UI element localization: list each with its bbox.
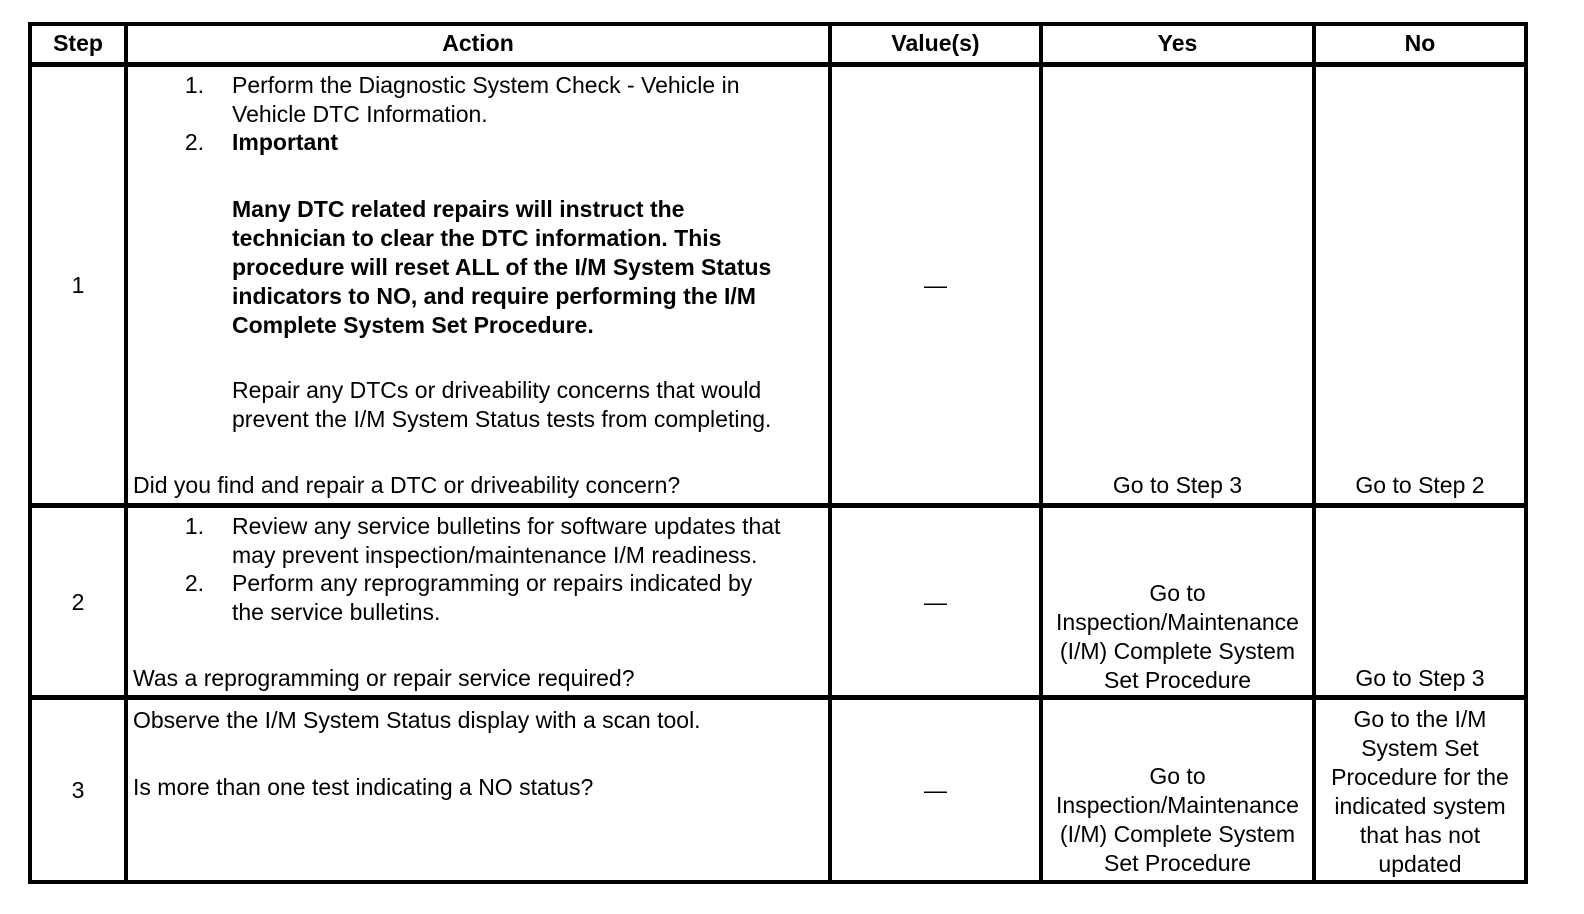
yes-result <box>1043 762 1312 878</box>
list-item-line: the service bulletins. <box>232 599 441 625</box>
table-border-bottom <box>28 880 1528 884</box>
no-line: System Set <box>1361 735 1479 761</box>
list-number: 2. <box>184 570 204 596</box>
observe-text: Observe the I/M System Status display with a scan tool. <box>133 707 701 733</box>
list-item-text <box>232 512 780 570</box>
list-item-line: Vehicle DTC Information. <box>232 101 488 127</box>
step-number: 3 <box>71 777 85 803</box>
value-dash: — <box>924 272 947 298</box>
list-item-line: may prevent inspection/maintenance I/M readiness. <box>232 542 758 568</box>
value-dash: — <box>924 777 947 803</box>
table-border-top <box>28 22 1528 26</box>
yes-line: (I/M) Complete System <box>1059 821 1296 847</box>
step-number: 1 <box>71 272 85 298</box>
question-text: Is more than one test indicating a NO status? <box>133 774 594 800</box>
yes-line: Inspection/Maintenance <box>1056 609 1299 635</box>
header-divider <box>28 62 1528 67</box>
list-item-line: Perform the Diagnostic System Check - Vehicle in <box>232 72 740 98</box>
col-divider-action <box>828 22 832 884</box>
col-divider-step <box>124 22 128 884</box>
no-line: indicated system <box>1334 793 1506 819</box>
repair-note <box>232 376 771 434</box>
list-item-text <box>232 71 739 129</box>
row-divider-2 <box>28 695 1528 700</box>
list-number: 1. <box>184 72 204 98</box>
header-action: Action <box>442 30 514 56</box>
note-line: technician to clear the DTC information. This <box>232 225 722 251</box>
no-line: updated <box>1378 851 1462 877</box>
list-number: 1. <box>184 513 204 539</box>
yes-result <box>1043 579 1312 695</box>
no-line: Procedure for the <box>1331 764 1509 790</box>
header-step: Step <box>53 30 103 56</box>
header-values: Value(s) <box>891 30 980 56</box>
note-line: Complete System Set Procedure. <box>232 312 594 338</box>
yes-line: Set Procedure <box>1103 850 1252 876</box>
col-border-right <box>1524 22 1528 884</box>
note-line: indicators to NO, and require performing the I/M <box>232 283 756 309</box>
list-item-line: Review any service bulletins for software updates that <box>232 513 781 539</box>
no-result: Go to Step 3 <box>1355 665 1485 691</box>
note-line: Repair any DTCs or driveability concerns that would <box>232 377 762 403</box>
diagnostic-table <box>28 22 1528 884</box>
no-result: Go to Step 2 <box>1355 472 1485 498</box>
list-item-text <box>232 569 752 627</box>
list-item-line: Perform any reprogramming or repairs indicated by <box>232 570 753 596</box>
note-line: prevent the I/M System Status tests from completing. <box>232 406 772 432</box>
yes-line: (I/M) Complete System <box>1059 638 1296 664</box>
no-line: that has not <box>1359 822 1481 848</box>
question-text: Was a reprogramming or repair service required? <box>133 665 635 691</box>
note-line: Many DTC related repairs will instruct the <box>232 196 685 222</box>
no-result <box>1316 705 1524 879</box>
yes-line: Inspection/Maintenance <box>1056 792 1299 818</box>
no-line: Go to the I/M <box>1353 706 1487 732</box>
yes-line: Go to <box>1149 763 1206 789</box>
col-border-left <box>28 22 32 884</box>
important-note <box>232 195 771 340</box>
header-no: No <box>1404 30 1436 56</box>
list-number: 2. <box>184 129 204 155</box>
col-divider-values <box>1039 22 1043 884</box>
yes-line: Set Procedure <box>1103 667 1252 693</box>
important-label: Important <box>232 129 339 155</box>
row-divider-1 <box>28 503 1528 508</box>
value-dash: — <box>924 589 947 615</box>
yes-line: Go to <box>1149 580 1206 606</box>
yes-result: Go to Step 3 <box>1112 472 1243 498</box>
step-number: 2 <box>71 589 85 615</box>
note-line: procedure will reset ALL of the I/M System Status <box>232 254 772 280</box>
header-yes: Yes <box>1157 30 1198 56</box>
question-text: Did you find and repair a DTC or driveability concern? <box>133 472 681 498</box>
